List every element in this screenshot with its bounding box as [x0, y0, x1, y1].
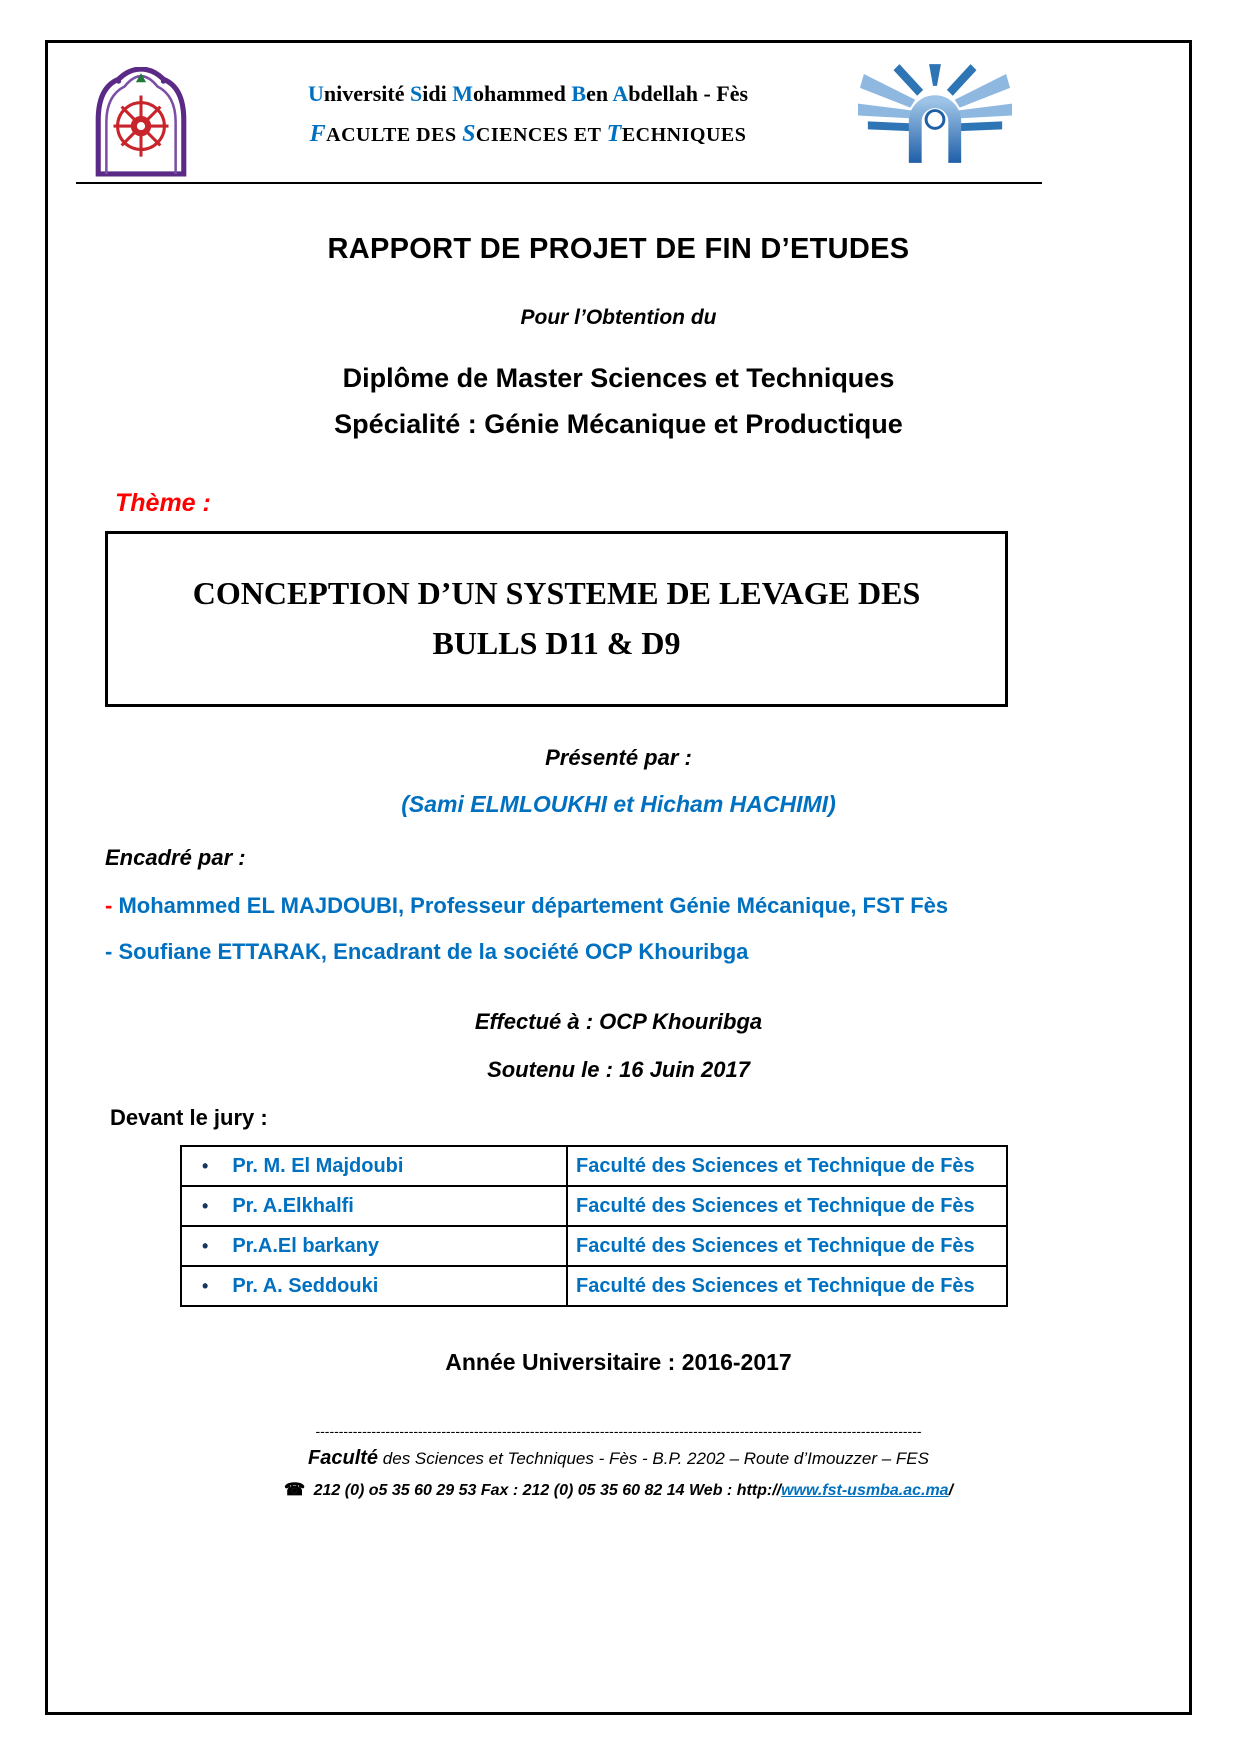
jury-name-text: Pr. A. Seddouki: [232, 1274, 379, 1297]
bullet-icon: •: [202, 1155, 209, 1176]
supervised-by-label: Encadré par :: [105, 845, 246, 870]
university-name-part: B: [571, 81, 587, 106]
table-row: [181, 1146, 1007, 1186]
diploma-title: Diplôme de Master Sciences et Techniques: [342, 363, 895, 393]
bullet-icon: •: [202, 1235, 209, 1256]
theme-label: Thème :: [115, 489, 211, 517]
university-name-part: A: [612, 81, 629, 106]
supervisor-line: [105, 939, 748, 965]
jury-name-text: Pr. A.Elkhalfi: [232, 1194, 354, 1217]
bullet-icon: •: [202, 1275, 209, 1296]
footer-contact-text: 212 (0) o5 35 60 29 53 Fax : 212 (0) 05 35 60 82 14 Web : http://: [309, 1482, 782, 1499]
jury-name-text: Pr.A.El barkany: [232, 1234, 380, 1257]
jury-table: [180, 1145, 1008, 1307]
project-title-box: [105, 531, 1008, 707]
table-row: [181, 1186, 1007, 1226]
university-name-part: en: [586, 81, 613, 106]
faculty-name-part: ECHNIQUES: [621, 124, 747, 146]
footer-contact: [48, 1480, 1189, 1500]
jury-member-name: [181, 1226, 567, 1266]
project-title-line1: CONCEPTION D’UN SYSTEME DE LEVAGE DES: [192, 575, 921, 612]
header-divider: [76, 182, 1042, 184]
footer-address-rest: des Sciences et Techniques - Fès - B.P. 2202 – Route d’Imouzzer – FES: [378, 1449, 929, 1468]
presented-by-label: Présenté par :: [545, 745, 692, 770]
university-name-part: idi: [422, 81, 453, 106]
fst-logo-icon: [856, 63, 1014, 169]
university-name-part: U: [307, 81, 324, 106]
university-seal-icon: [90, 67, 192, 177]
project-title-line2: BULLS D11 & D9: [432, 625, 681, 661]
university-name-part: M: [452, 81, 473, 106]
jury-member-affiliation: Faculté des Sciences et Technique de Fès: [567, 1266, 1007, 1306]
jury-member-name: [181, 1146, 567, 1186]
table-row: [181, 1266, 1007, 1306]
faculty-name-part: T: [606, 121, 622, 147]
obtention-subtitle: Pour l’Obtention du: [520, 306, 717, 329]
jury-member-name: [181, 1266, 567, 1306]
jury-member-affiliation: Faculté des Sciences et Technique de Fès: [567, 1186, 1007, 1226]
page-border-frame: [45, 40, 1192, 1715]
authors-names: (Sami ELMLOUKHI et Hicham HACHIMI): [401, 791, 836, 817]
header-institution-block: [208, 81, 848, 148]
university-name-part: ohammed: [472, 81, 572, 106]
footer-contact-slash: /: [948, 1482, 954, 1499]
footer-divider: ----------------------------------------------------------------------------------------------------------------------------------: [315, 1423, 922, 1439]
specialty-title: Spécialité : Génie Mécanique et Productique: [334, 409, 903, 439]
jury-name-text: Pr. M. El Majdoubi: [232, 1154, 404, 1177]
defense-date: Soutenu le : 16 Juin 2017: [487, 1057, 750, 1082]
jury-member-affiliation: Faculté des Sciences et Technique de Fès: [567, 1146, 1007, 1186]
jury-label: Devant le jury :: [110, 1105, 268, 1130]
phone-icon: ☎: [283, 1480, 306, 1499]
university-name-part: - Fès: [697, 81, 749, 106]
website-link[interactable]: www.fst-usmba.ac.ma: [781, 1482, 949, 1499]
faculty-name-part: CIENCES ET: [475, 124, 607, 146]
table-row: [181, 1226, 1007, 1266]
report-title: RAPPORT DE PROJET DE FIN D’ETUDES: [327, 233, 910, 265]
footer-address-lead: Faculté: [308, 1447, 379, 1469]
jury-member-name: [181, 1186, 567, 1226]
bullet-icon: •: [202, 1195, 209, 1216]
faculty-name-part: F: [309, 121, 327, 147]
footer-address: [48, 1447, 1189, 1470]
faculty-name: [208, 121, 848, 148]
university-name-part: bdellah: [628, 81, 698, 106]
internship-location: Effectué à : OCP Khouribga: [474, 1009, 763, 1034]
supervisor-line: [105, 893, 948, 919]
faculty-name-part: ACULTE DES: [326, 124, 463, 146]
supervisor-name: Soufiane ETTARAK, Encadrant de la société OCP Khouribga: [112, 939, 749, 964]
university-name-part: niversité: [323, 81, 410, 106]
supervisor-name: Mohammed EL MAJDOUBI, Professeur département Génie Mécanique, FST Fès: [112, 893, 949, 918]
university-name: [208, 81, 848, 107]
faculty-name-part: S: [462, 121, 476, 147]
supervisor-dash: -: [105, 893, 113, 918]
university-name-part: S: [410, 81, 423, 106]
academic-year: Année Universitaire : 2016-2017: [445, 1349, 792, 1375]
jury-member-affiliation: Faculté des Sciences et Technique de Fès: [567, 1226, 1007, 1266]
supervisor-dash: -: [105, 939, 113, 964]
